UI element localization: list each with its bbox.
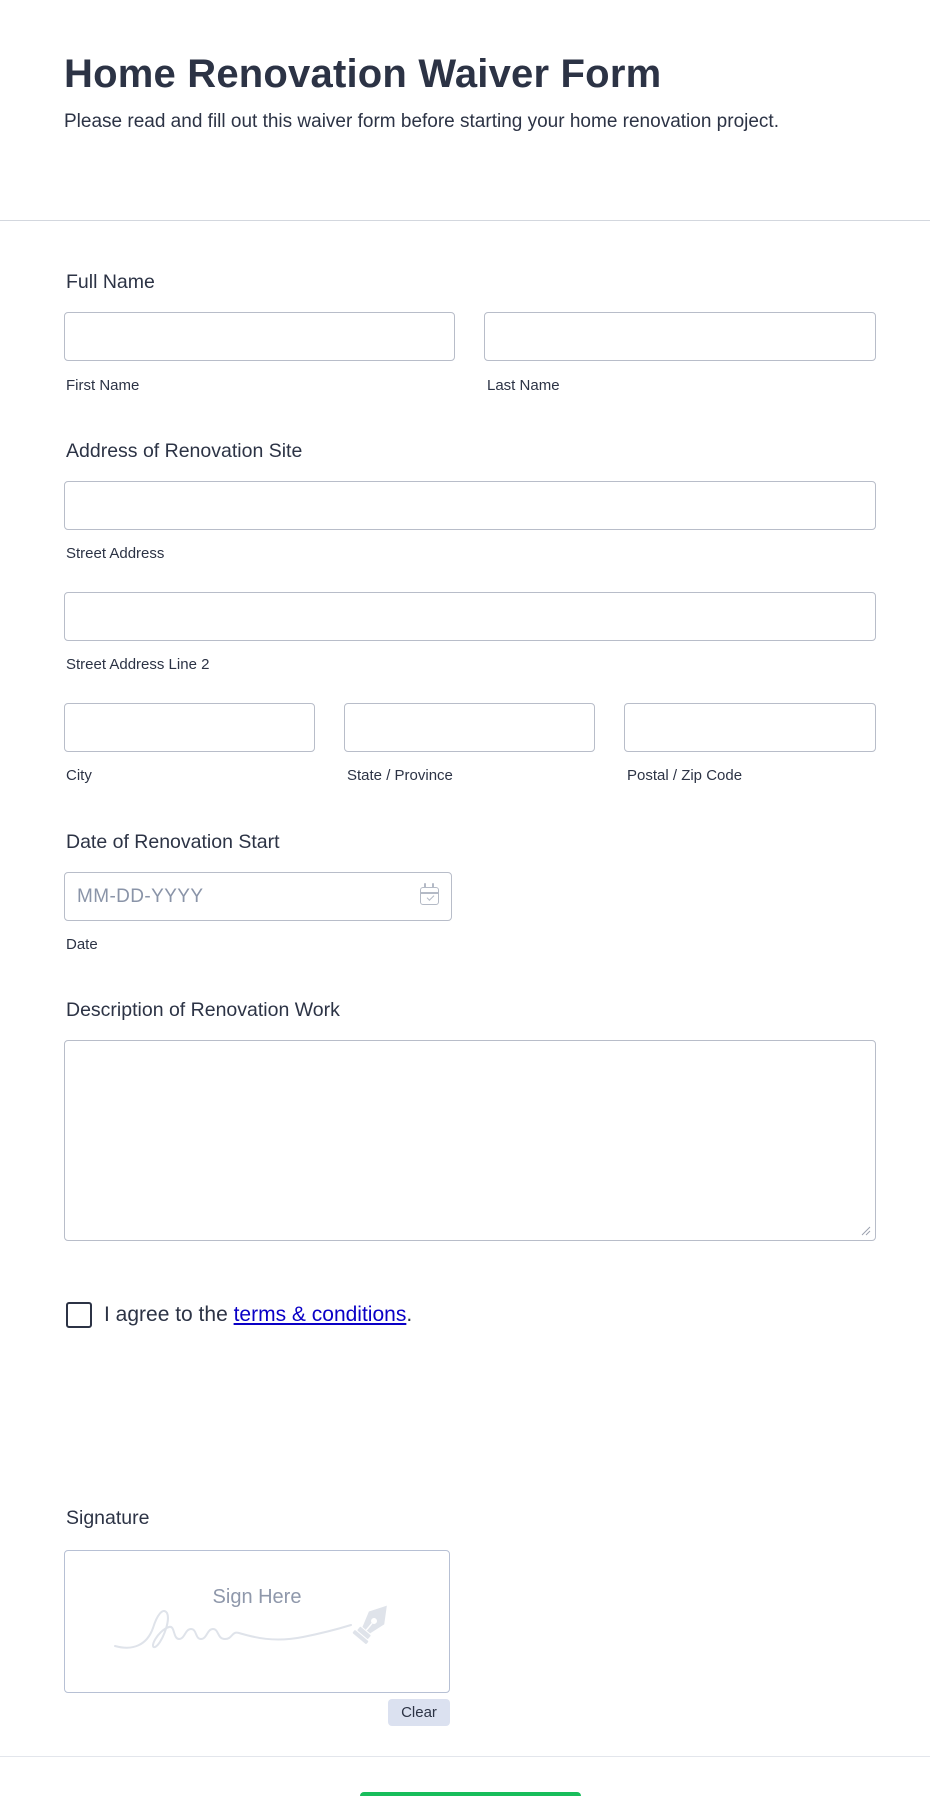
date-input[interactable] xyxy=(64,872,452,921)
description-textarea[interactable] xyxy=(64,1040,876,1241)
agree-text xyxy=(104,1303,412,1327)
city-sublabel: City xyxy=(66,767,92,784)
agree-prefix: I agree to the xyxy=(104,1303,234,1326)
description-label: Description of Renovation Work xyxy=(66,999,340,1021)
agreement-row xyxy=(66,1302,412,1328)
signature-label: Signature xyxy=(66,1507,150,1529)
page-subtitle: Please read and fill out this waiver form before starting your home renovation project. xyxy=(64,111,779,132)
resize-grip-icon[interactable] xyxy=(860,1225,871,1236)
first-name-input[interactable] xyxy=(64,312,455,361)
city-input[interactable] xyxy=(64,703,315,752)
signature-pad[interactable] xyxy=(64,1550,450,1693)
zip-code-input[interactable] xyxy=(624,703,876,752)
full-name-label: Full Name xyxy=(66,271,155,293)
pen-nib-icon xyxy=(352,1599,395,1645)
street-address-line2-sublabel: Street Address Line 2 xyxy=(66,656,210,673)
street-address-line2-input[interactable] xyxy=(64,592,876,641)
date-label: Date of Renovation Start xyxy=(66,831,280,853)
agree-checkbox[interactable] xyxy=(66,1302,92,1328)
signature-scribble-icon xyxy=(113,1593,403,1653)
zip-code-sublabel: Postal / Zip Code xyxy=(627,767,743,784)
submit-button[interactable] xyxy=(360,1792,581,1796)
date-sublabel: Date xyxy=(66,936,98,953)
calendar-icon[interactable] xyxy=(420,887,439,905)
last-name-sublabel: Last Name xyxy=(487,377,560,394)
street-address-sublabel: Street Address xyxy=(66,545,165,562)
first-name-sublabel: First Name xyxy=(66,377,140,394)
state-input[interactable] xyxy=(344,703,595,752)
bottom-divider xyxy=(0,1756,930,1757)
last-name-input[interactable] xyxy=(484,312,876,361)
agree-suffix: . xyxy=(406,1303,413,1326)
address-label: Address of Renovation Site xyxy=(66,440,303,462)
form-header xyxy=(0,0,930,221)
clear-signature-button[interactable]: Clear xyxy=(388,1699,450,1726)
street-address-input[interactable] xyxy=(64,481,876,530)
sign-here-text: Sign Here xyxy=(212,1586,302,1608)
page-title: Home Renovation Waiver Form xyxy=(64,52,662,96)
state-sublabel: State / Province xyxy=(347,767,453,784)
date-field xyxy=(64,872,452,921)
terms-link[interactable]: terms & conditions xyxy=(233,1303,407,1326)
